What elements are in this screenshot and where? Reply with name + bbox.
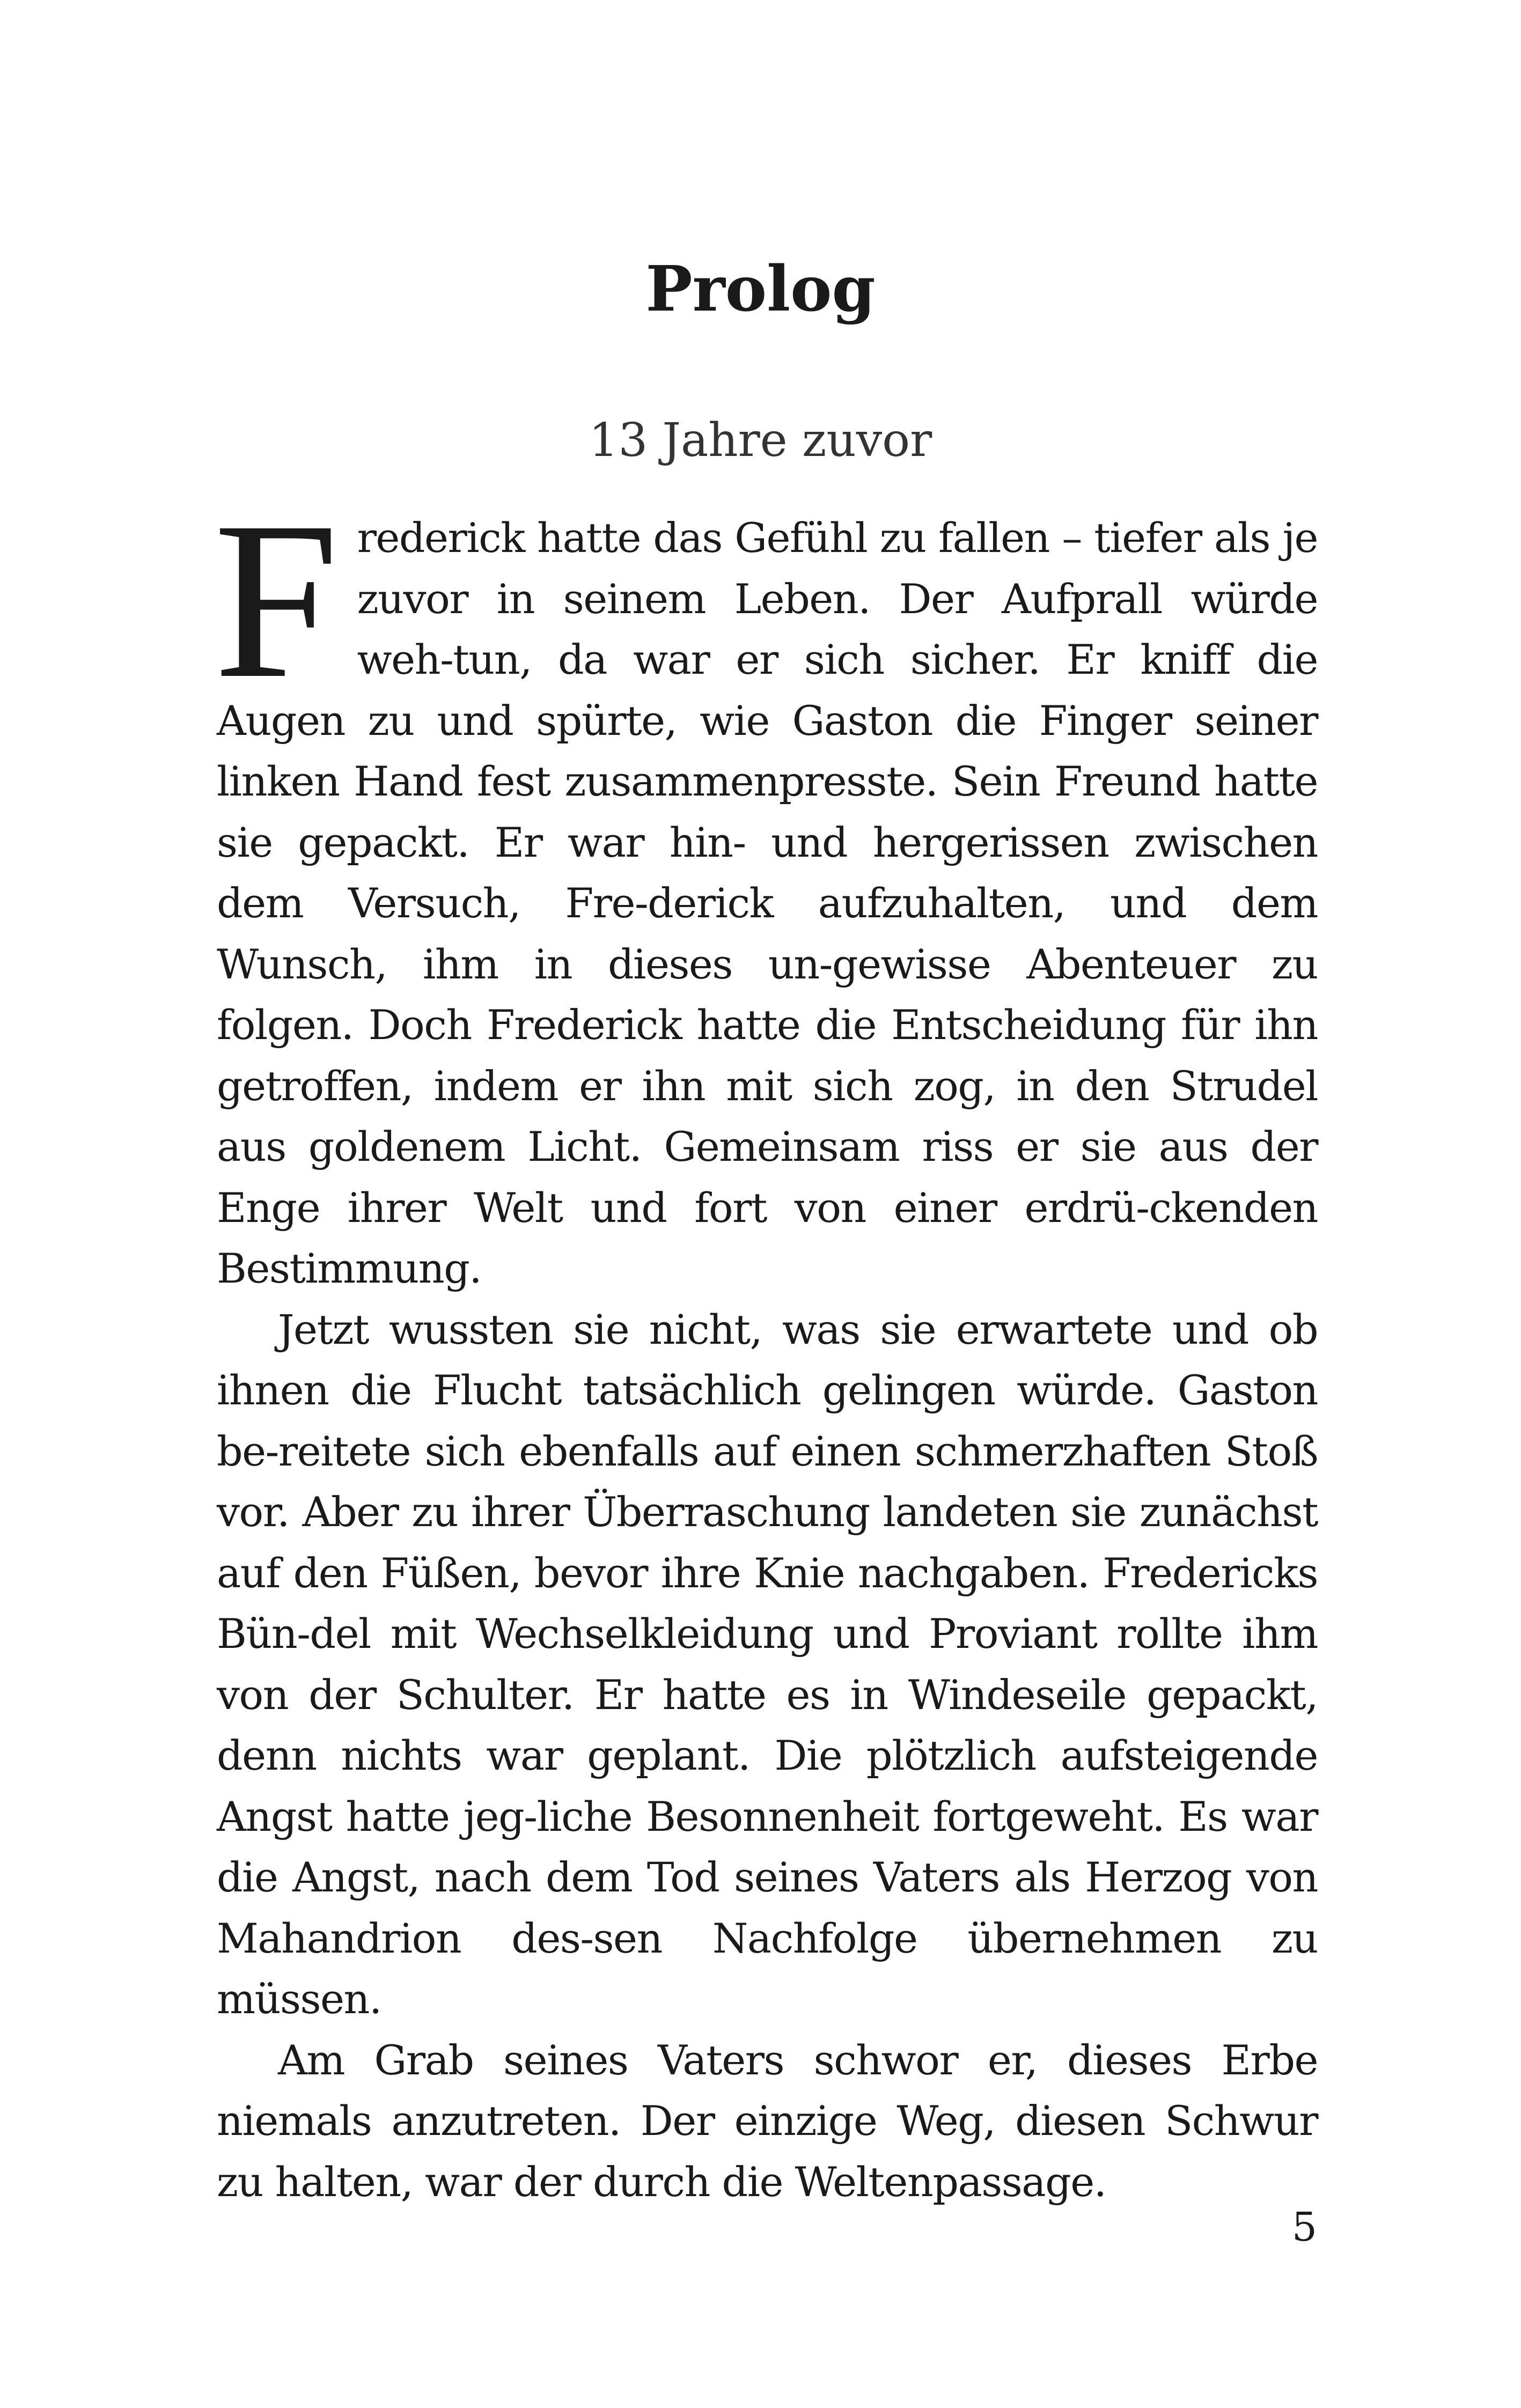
drop-cap: F [214, 475, 339, 725]
page-number: 5 [1291, 2204, 1317, 2250]
paragraph-1-text: rederick hatte das Gefühl zu fallen – tiefer als je zuvor in seinem Leben. Der Aufprall würde weh-tun, da war er sich sicher. Er kniff die Augen zu und spürte, wie Gaston die Finger seiner linken Hand fest zusammenpresste. Sein Freund hatte sie gepackt. Er war hin- und hergerissen zwischen dem Versuch, Fre-derick aufzuhalten, und dem Wunsch, ihm in dieses un-gewisse Abenteuer zu folgen. Doch Frederick hatte die Entscheidung für ihn getroffen, indem er ihn mit sich zog, in den Strudel aus goldenem Licht. Gemeinsam riss er sie aus der Enge ihrer Welt und fort von einer erdrü-ckenden Bestimmung. [217, 514, 1318, 1292]
body-text [214, 475, 1318, 2212]
chapter-title: Prolog [645, 253, 876, 326]
paragraph-2: Jetzt wussten sie nicht, was sie erwartete und ob ihnen die Flucht tatsächlich gelingen würde. Gaston be-reitete sich ebenfalls auf einen schmerzhaften Stoß vor. Aber zu ihrer Überraschung landeten sie zunächst auf den Füßen, bevor ihre Knie nachgaben. Fredericks Bün-del mit Wechselkleidung und Proviant rollte ihm von der Schulter. Er hatte es in Windeseile gepackt, denn nichts war geplant. Die plötzlich aufsteigende Angst hatte jeg-liche Besonnenheit fortgeweht. Es war die Angst, nach dem Tod seines Vaters als Herzog von Mahandrion des-sen Nachfolge übernehmen zu müssen. [217, 1305, 1318, 2023]
paragraph-1 [214, 475, 1318, 1299]
paragraph-3: Am Grab seines Vaters schwor er, dieses Erbe niemals anzutreten. Der einzige Weg, diesen Schwur zu halten, war der durch die Weltenpassage. [217, 2036, 1318, 2206]
chapter-subtitle: 13 Jahre zuvor [589, 414, 932, 467]
